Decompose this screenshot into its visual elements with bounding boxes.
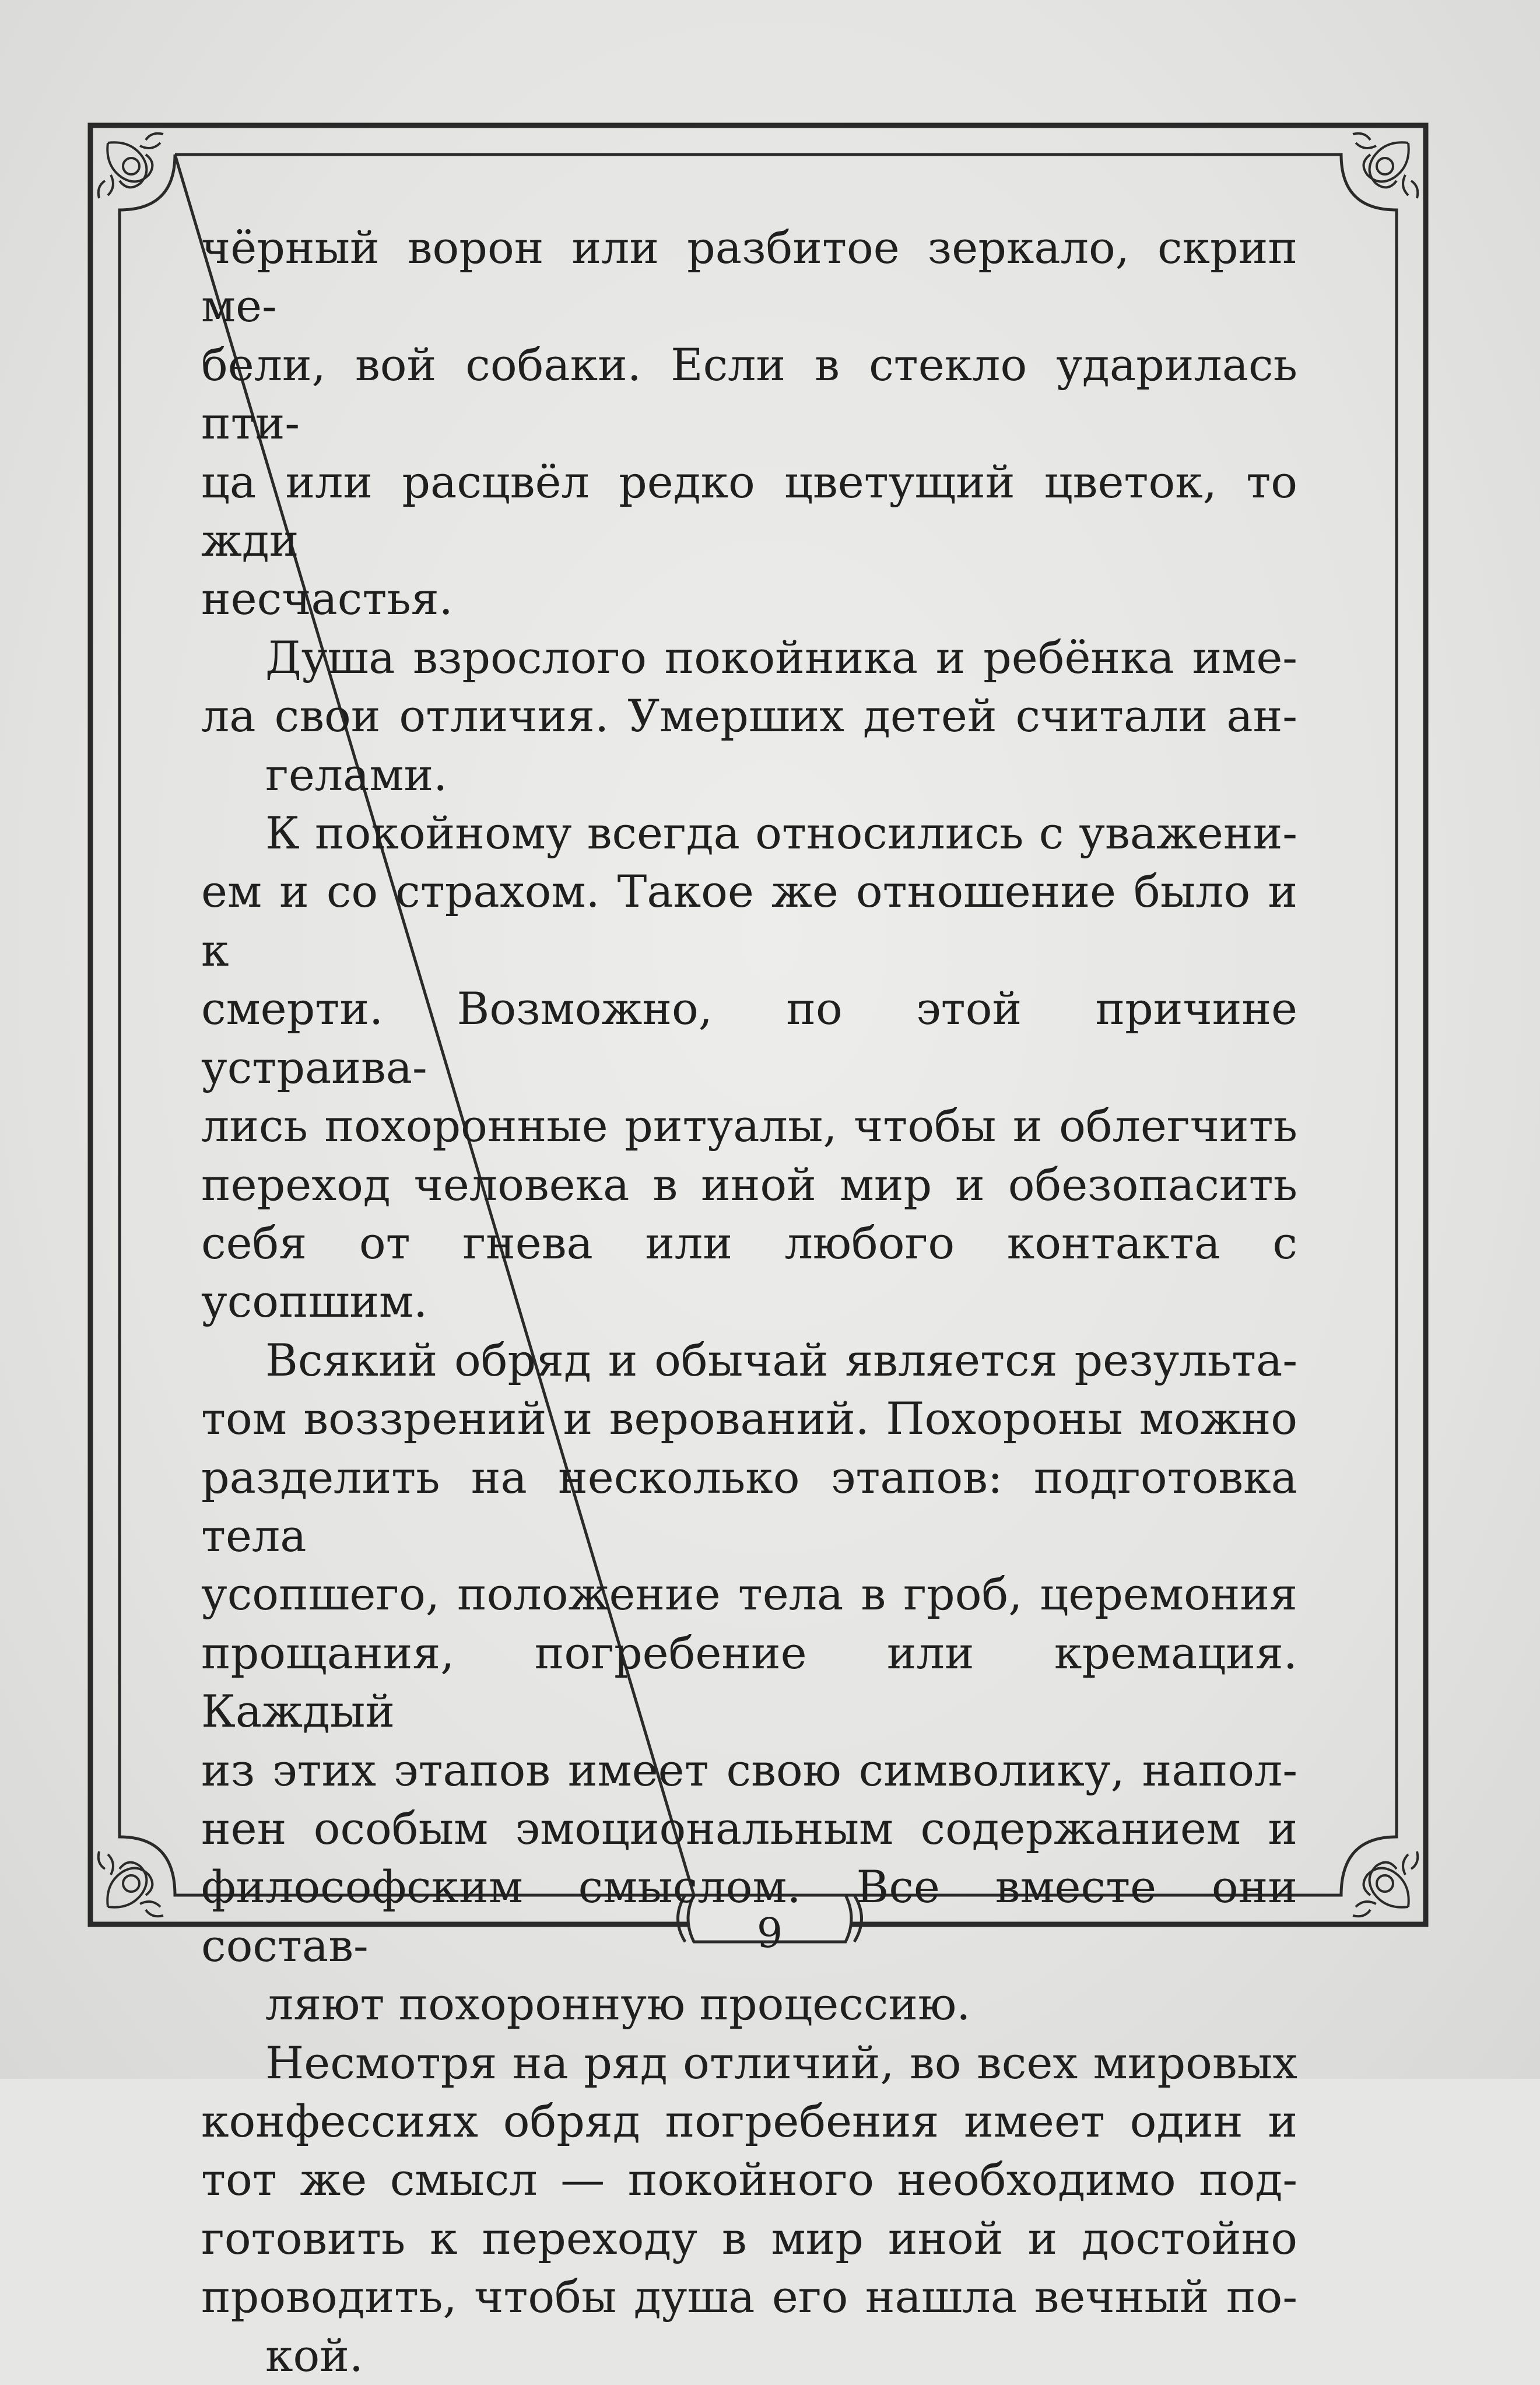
- text-line: несчастья.: [201, 573, 453, 625]
- body-text: [201, 219, 1297, 2385]
- text-line: чёрный ворон или разбитое зеркало, скрип ме-: [201, 222, 1297, 332]
- corner-ornament-top-left: [99, 134, 163, 198]
- text-line: ца или расцвёл редко цветущий цветок, то жди: [201, 455, 1297, 567]
- text-line: философским смыслом. Все вместе они состав-: [201, 1861, 1297, 1972]
- text-line: усопшего, положение тела в гроб, церемония: [201, 1568, 1297, 1621]
- corner-ornament-bottom-left: [99, 1851, 163, 1916]
- text-line: том воззрений и верований. Похороны можно: [201, 1393, 1297, 1445]
- corner-ornament-bottom-right: [1353, 1851, 1418, 1916]
- text-line: К покойному всегда относились с уважени-: [265, 807, 1297, 860]
- text-line: конфессиях обряд погребения имеет один и: [201, 2095, 1297, 2147]
- text-line: себя от гнева или любого контакта с усопшим.: [201, 1216, 1297, 1328]
- paragraph-3: [201, 804, 1297, 1331]
- text-line: лись похоронные ритуалы, чтобы и облегчить: [201, 1100, 1297, 1152]
- text-line: смерти. Возможно, по этой причине устраива-: [201, 983, 1297, 1093]
- text-line: готовить к переходу в мир иной и достойно: [201, 2212, 1297, 2264]
- text-line: Душа взрослого покойника и ребёнка име-: [265, 631, 1297, 683]
- text-line: ем и со страхом. Такое же отношение было и к: [201, 865, 1297, 976]
- text-line: бели, вой собаки. Если в стекло ударилась пти-: [201, 338, 1297, 450]
- paragraph-2: [201, 629, 1297, 804]
- paragraph-1: [201, 219, 1297, 629]
- text-line: Всякий обряд и обычай является результа-: [265, 1334, 1297, 1386]
- text-line: разделить на несколько этапов: подготовка тела: [201, 1451, 1297, 1562]
- text-line: ла свои отличия. Умерших детей считали ан-: [201, 690, 1297, 742]
- text-line: Несмотря на ряд отличий, во всех мировых: [265, 2036, 1297, 2089]
- text-line: прощания, погребение или кремация. Каждый: [201, 1626, 1297, 1738]
- text-line: тот же смысл — покойного необходимо под-: [201, 2153, 1297, 2206]
- paragraph-5: [201, 2034, 1297, 2385]
- text-line: переход человека в иной мир и обезопасить: [201, 1158, 1297, 1211]
- text-line: ляют похоронную процессию.: [265, 1978, 971, 2030]
- text-line: проводить, чтобы душа его нашла вечный по-: [201, 2271, 1297, 2323]
- text-line: из этих этапов имеет свою символику, напол-: [201, 1744, 1297, 1796]
- text-line: гелами.: [265, 748, 448, 801]
- text-line: нен особым эмоциональным содержанием и: [201, 1802, 1297, 1854]
- text-line: кой.: [265, 2329, 364, 2382]
- page-number: 9: [756, 1909, 783, 1957]
- corner-ornament-top-right: [1353, 134, 1418, 198]
